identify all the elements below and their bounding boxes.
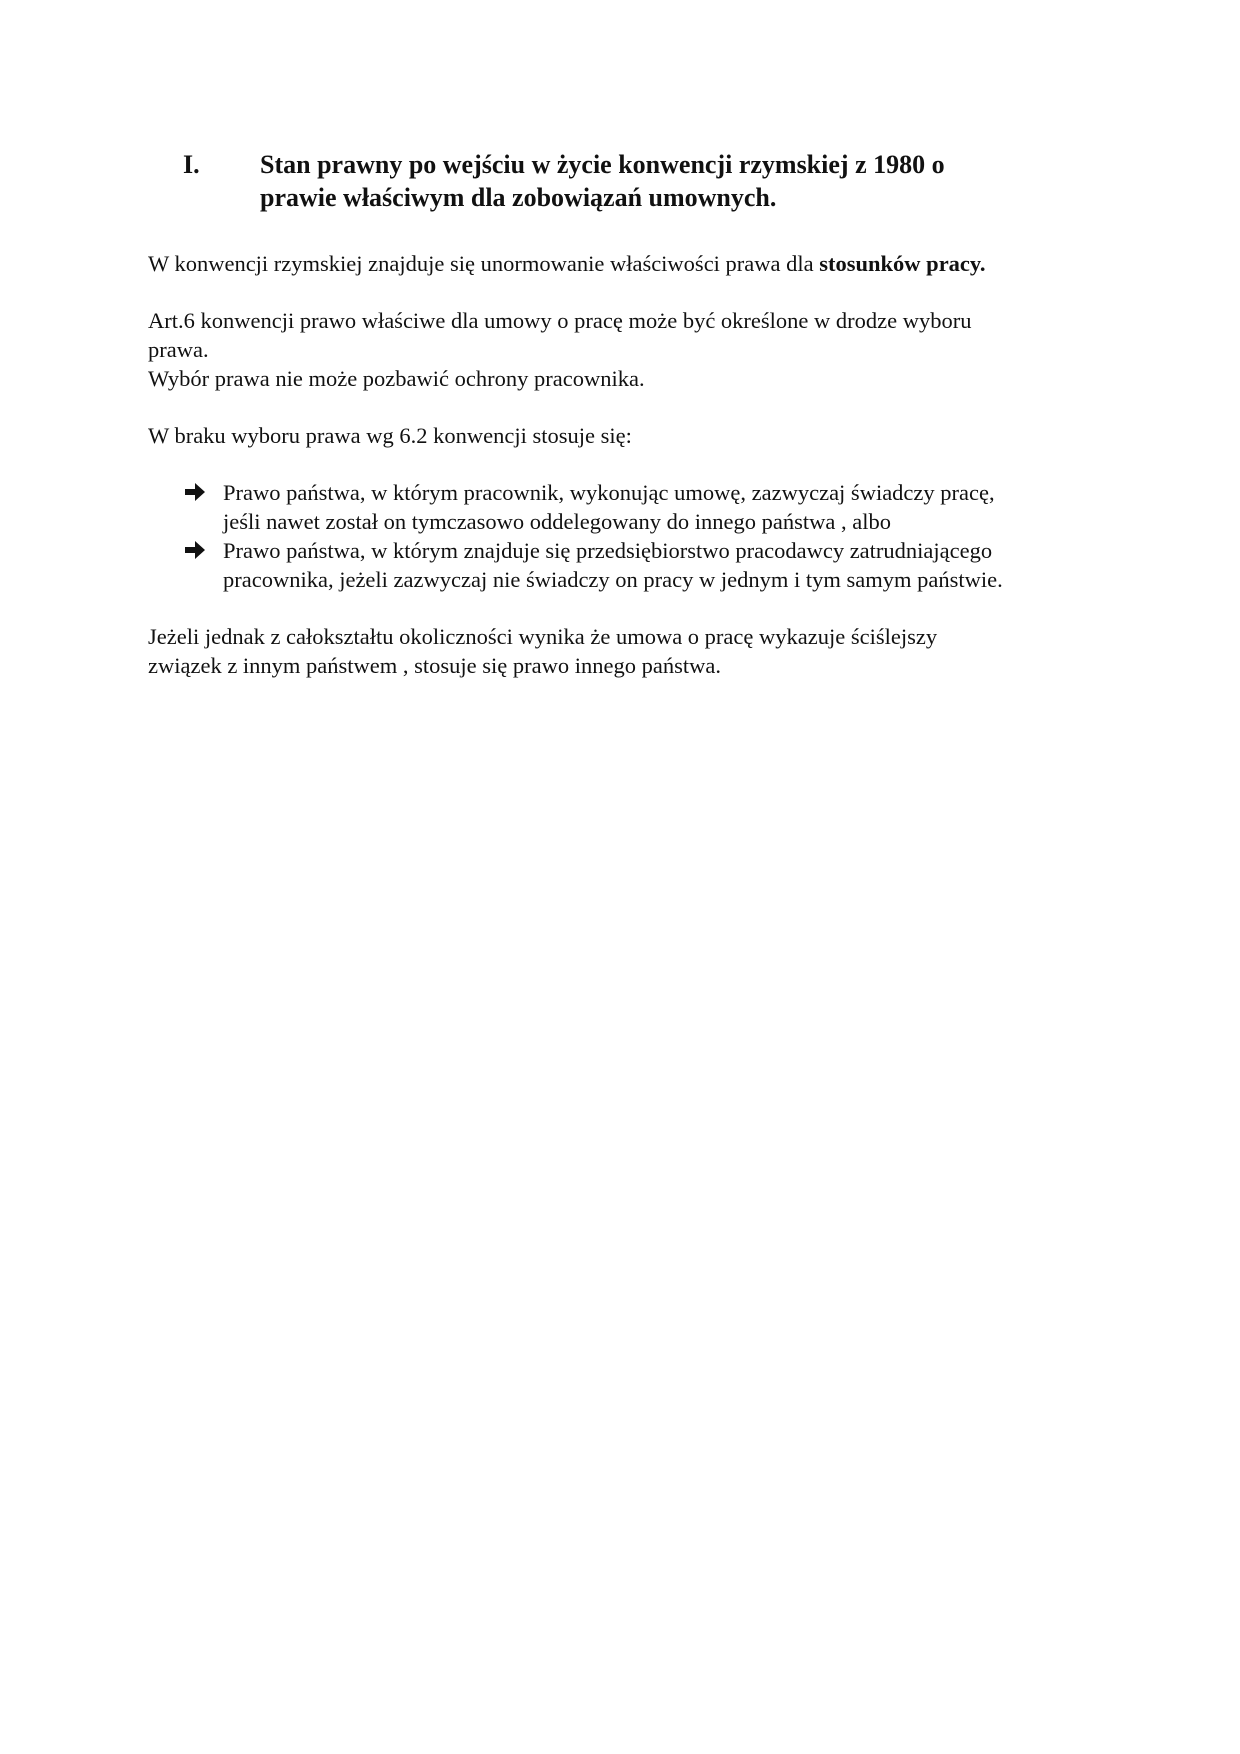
bullet-list [183, 478, 1103, 594]
paragraph-line: Art.6 konwencji prawo właściwe dla umowy o pracę może być określone w drodze wyboru [148, 308, 972, 333]
paragraph-no-choice [148, 421, 1108, 450]
heading-title [260, 148, 1080, 214]
list-item [183, 478, 1103, 536]
paragraph-line: związek z innym państwem , stosuje się prawo innego państwa. [148, 653, 721, 678]
paragraph-article-6 [148, 306, 1108, 393]
paragraph-line: W braku wyboru prawa wg 6.2 konwencji stosuje się: [148, 423, 632, 448]
arrow-right-icon [183, 481, 207, 503]
heading-line: Stan prawny po wejściu w życie konwencji rzymskiej z 1980 o [260, 150, 945, 179]
list-item-line: pracownika, jeżeli zazwyczaj nie świadczy on pracy w jednym i tym samym państwie. [223, 567, 1003, 592]
paragraph-text: W konwencji rzymskiej znajduje się unormowanie właściwości prawa dla [148, 251, 820, 276]
paragraph-closer-connection [148, 622, 1108, 680]
heading-number: I. [183, 150, 200, 179]
list-item-line: jeśli nawet został on tymczasowo oddelegowany do innego państwa , albo [223, 509, 891, 534]
heading-line: prawie właściwym dla zobowiązań umownych. [260, 183, 777, 212]
paragraph-line: Jeżeli jednak z całokształtu okoliczności wynika że umowa o pracę wykazuje ściślejszy [148, 624, 938, 649]
list-item-line: Prawo państwa, w którym znajduje się przedsiębiorstwo pracodawcy zatrudniającego [223, 538, 993, 563]
paragraph-scope [148, 249, 1108, 278]
paragraph-bold-text: stosunków pracy. [819, 251, 986, 276]
paragraph-line: Wybór prawa nie może pozbawić ochrony pracownika. [148, 366, 645, 391]
list-item-line: Prawo państwa, w którym pracownik, wykonując umowę, zazwyczaj świadczy pracę, [223, 480, 995, 505]
list-item [183, 536, 1103, 594]
arrow-right-icon [183, 539, 207, 561]
paragraph-line: prawa. [148, 337, 209, 362]
paragraph-line [148, 249, 1108, 278]
